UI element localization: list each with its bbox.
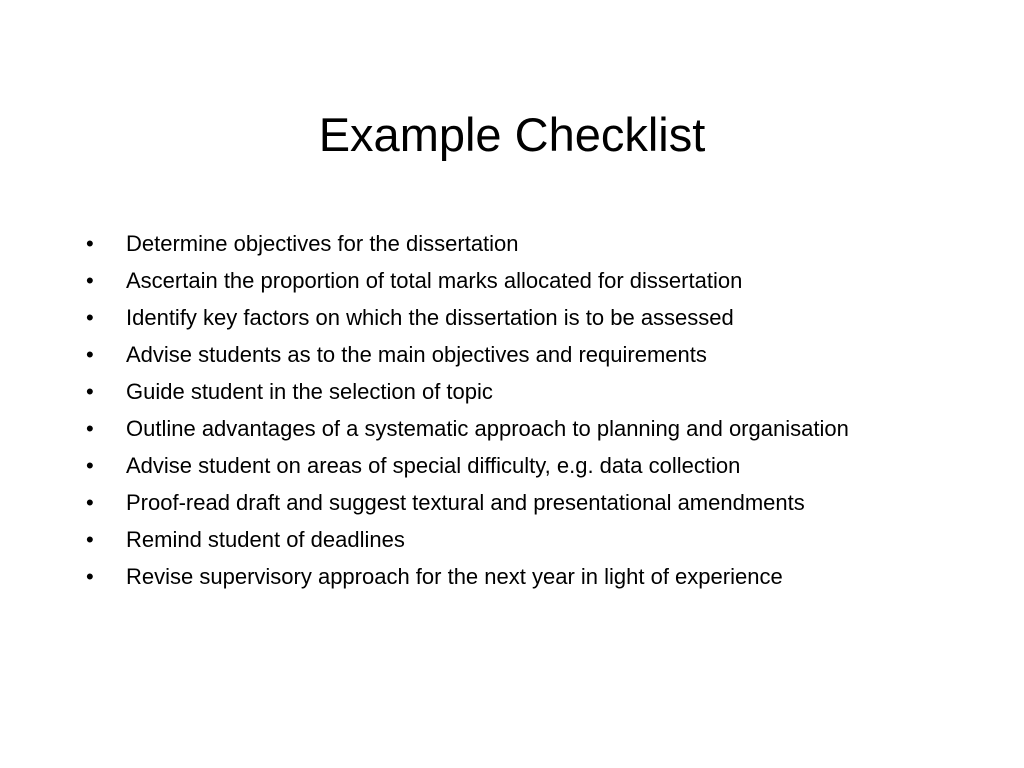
bullet-icon: • <box>86 268 94 293</box>
checklist-item-text: Identify key factors on which the dissertation is to be assessed <box>126 305 734 330</box>
checklist-item <box>86 561 966 592</box>
checklist-item <box>86 450 966 481</box>
bullet-icon: • <box>86 490 94 515</box>
checklist-item-text: Proof-read draft and suggest textural and presentational amendments <box>126 490 805 515</box>
checklist-item <box>86 265 966 296</box>
checklist-item <box>86 487 966 518</box>
bullet-icon: • <box>86 416 94 441</box>
checklist-item-text: Outline advantages of a systematic approach to planning and organisation <box>126 416 849 441</box>
bullet-icon: • <box>86 379 94 404</box>
bullet-icon: • <box>86 527 94 552</box>
bullet-icon: • <box>86 453 94 478</box>
bullet-icon: • <box>86 231 94 256</box>
checklist-item <box>86 376 966 407</box>
checklist-item-text: Advise students as to the main objectives and requirements <box>126 342 707 367</box>
bullet-icon: • <box>86 342 94 367</box>
checklist-item-text: Ascertain the proportion of total marks allocated for dissertation <box>126 268 743 293</box>
checklist-item <box>86 228 966 259</box>
checklist <box>86 228 966 598</box>
checklist-item-text: Revise supervisory approach for the next year in light of experience <box>126 564 783 589</box>
slide-title: Example Checklist <box>318 108 706 161</box>
checklist-item <box>86 302 966 333</box>
checklist-item-text: Determine objectives for the dissertation <box>126 231 519 256</box>
checklist-item <box>86 413 966 444</box>
bullet-icon: • <box>86 305 94 330</box>
checklist-item <box>86 339 966 370</box>
bullet-icon: • <box>86 564 94 589</box>
checklist-item-text: Guide student in the selection of topic <box>126 379 493 404</box>
checklist-item <box>86 524 966 555</box>
checklist-item-text: Advise student on areas of special difficulty, e.g. data collection <box>126 453 741 478</box>
checklist-item-text: Remind student of deadlines <box>126 527 405 552</box>
